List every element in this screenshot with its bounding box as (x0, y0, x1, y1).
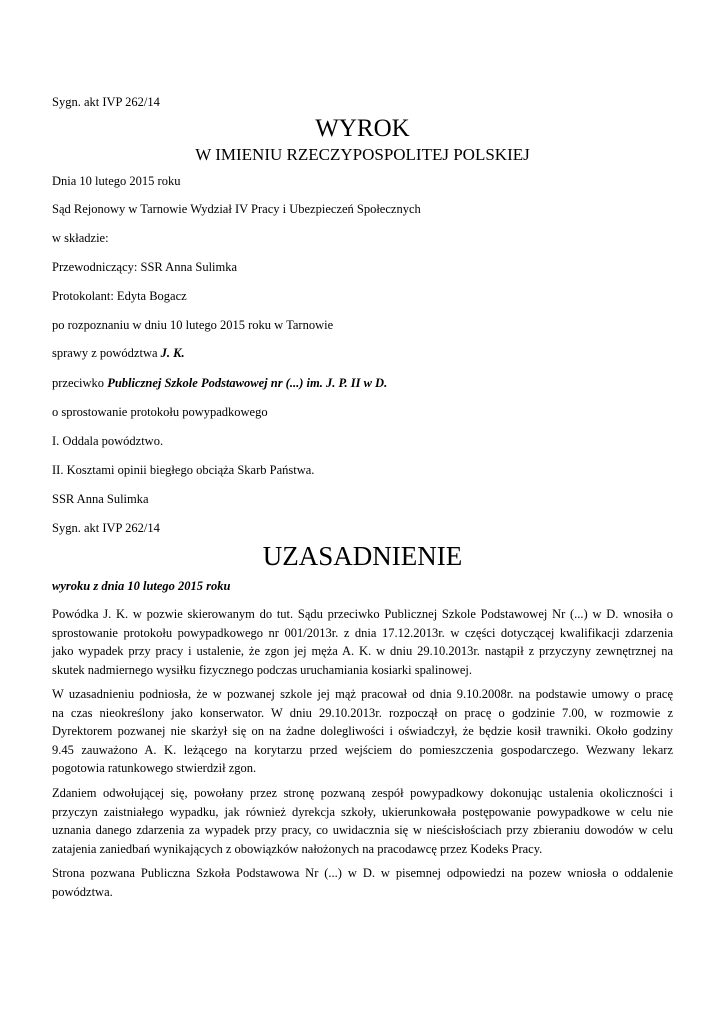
paragraph-line: Dyrektorem pozwanej nie skarżył się on na żadne dolegliwości i oświadczył, że będzie kosił trawniki. Około godziny (52, 724, 673, 739)
case-signature-top: Sygn. akt IVP 262/14 (52, 95, 160, 109)
paragraph-line: sprostowanie protokołu powypadkowego nr 001/2013r. z dnia 17.12.2013r. w części dotyczącej kwalifikacji zdarzenia (52, 625, 673, 640)
court-clerk: Protokolant: Edyta Bogacz (52, 289, 187, 303)
case-signature-bottom: Sygn. akt IVP 262/14 (52, 521, 160, 535)
paragraph-line: Strona pozwana Publiczna Szkoła Podstawowa Nr (...) w D. w pisemnej odpowiedzi na pozew wniosła o oddalenie (52, 866, 673, 880)
hearing-info: po rozpoznaniu w dniu 10 lutego 2015 roku w Tarnowie (52, 318, 334, 332)
paragraph-line: Powódka J. K. w pozwie skierowanym do tut. Sądu przeciwko Publicznej Szkole Podstawowej Nr (...) w D. wnosiła o (52, 607, 673, 621)
against-prefix: przeciwko (52, 376, 108, 390)
verdict-subtitle: W IMIENIU RZECZYPOSPOLITEJ POLSKIEJ (195, 145, 530, 164)
presiding-judge: Przewodniczący: SSR Anna Sulimka (52, 260, 238, 274)
paragraph-line: 9.45 zauważono A. K. leżącego na korytarzu przed wejściem do pomieszczenia gospodarczego. Wezwany lekarz (52, 742, 673, 757)
case-plaintiff-line (52, 345, 185, 361)
paragraph-line: zatajenia zaniedbań wynikających z obowiązków nałożonych na pracodawcę przez Kodeks Pracy. (52, 841, 543, 856)
justification-paragraph (52, 784, 673, 858)
paragraph-line: Zdaniem odwołującej się, powołany przez stronę pozwaną zespół powypadkowy dokonując ustalenia okoliczności i (52, 786, 673, 800)
paragraph-line: pogotowia ratunkowego stwierdził zgon. (52, 761, 257, 776)
justification-paragraph (52, 685, 673, 778)
ruling-item-1: I. Oddala powództwo. (52, 434, 164, 448)
ruling-item-2: II. Kosztami opinii biegłego obciąża Skarb Państwa. (52, 463, 315, 477)
composition-label: w składzie: (52, 231, 109, 245)
plaintiff-name: J. K. (160, 346, 185, 360)
defendant-name: Publicznej Szkole Podstawowej nr (...) im. J. P. II w D. (107, 376, 388, 390)
case-defendant-line (52, 375, 387, 391)
paragraph-line: uznania danego zdarzenia za wypadek przy pracy, co uwidacznia się w nieścisłościach przy zbieraniu dowodów w celu (52, 823, 673, 838)
paragraph-line: skutek nadmiernego wysiłku fizycznego podczas uruchamiania kosiarki spalinowej. (52, 662, 473, 677)
justification-paragraph (52, 864, 673, 901)
case-prefix: sprawy z powództwa (52, 346, 161, 360)
paragraph-line: przyczyn zaistniałego wypadku, jak również dyrekcja szkoły, ukierunkowała postępowanie powypadkowe w celu nie (52, 804, 673, 819)
paragraph-line: na czas nieokreślony jako konserwator. W dniu 29.10.2013r. rozpoczął on pracę o godzinie 7.00, w rozmowie z (52, 705, 673, 720)
case-subject: o sprostowanie protokołu powypadkowego (52, 405, 268, 419)
justification-subtitle: wyroku z dnia 10 lutego 2015 roku (52, 579, 231, 593)
verdict-title: WYROK (315, 115, 410, 142)
paragraph-line: W uzasadnieniu podniosła, że w pozwanej szkole jej mąż pracował od dnia 9.10.2008r. na podstawie umowy o pracę (52, 687, 673, 701)
justification-title: UZASADNIENIE (262, 541, 463, 571)
justification-paragraph (52, 605, 673, 679)
paragraph-line: powództwa. (52, 884, 113, 899)
paragraph-line: jako wypadek przy pracy i ustalenie, że zgon jej męża A. K. w dniu 29.10.2013r. nastąpił z przyczyny zewnętrznej na (52, 644, 673, 659)
court-name: Sąd Rejonowy w Tarnowie Wydział IV Pracy i Ubezpieczeń Społecznych (52, 202, 421, 216)
judge-signature: SSR Anna Sulimka (52, 492, 149, 506)
verdict-date: Dnia 10 lutego 2015 roku (52, 174, 181, 188)
